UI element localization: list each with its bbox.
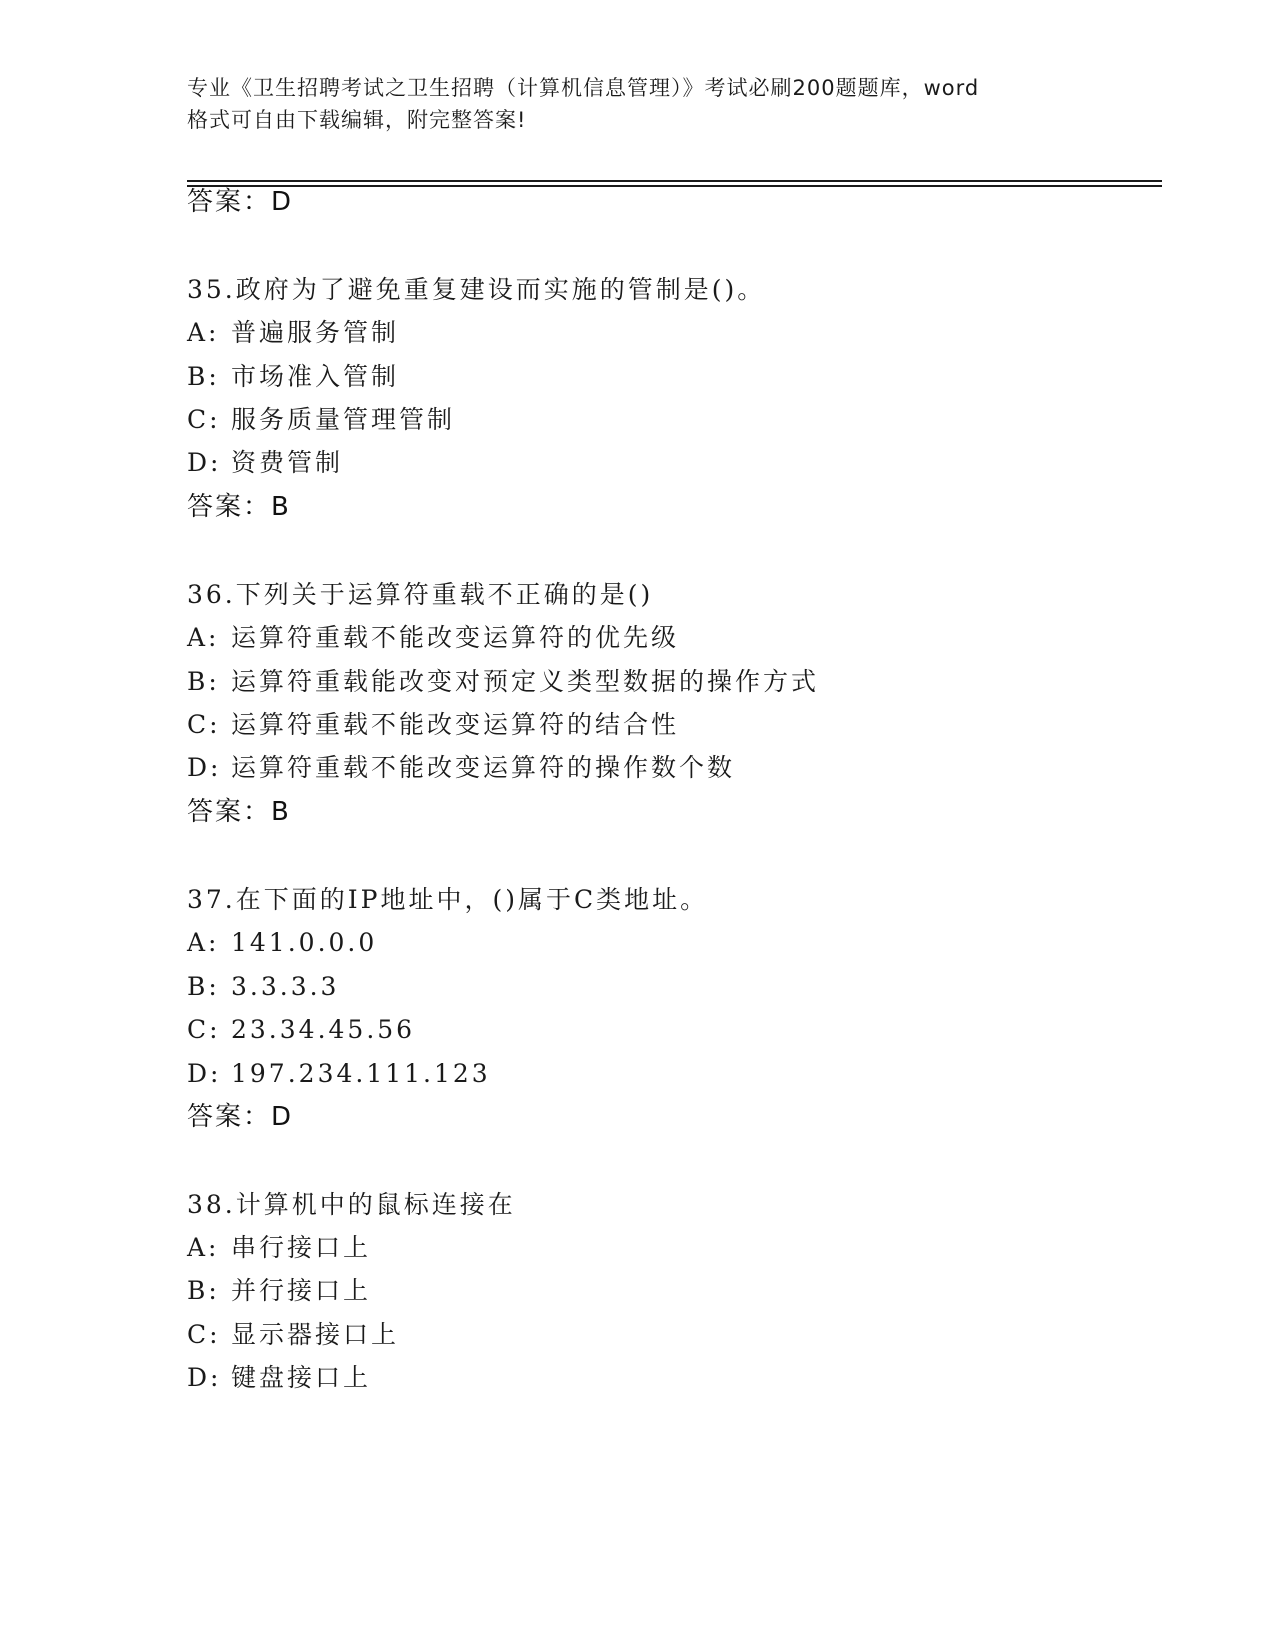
option-text: 并行接口上 xyxy=(231,1276,372,1305)
question-35-option-c xyxy=(187,404,455,436)
question-38-option-b xyxy=(187,1275,371,1307)
question-36-option-c xyxy=(187,709,679,741)
question-38-option-c xyxy=(187,1319,399,1351)
question-38-stem: 38.计算机中的鼠标连接在 xyxy=(187,1190,516,1219)
option-letter: D: xyxy=(187,753,222,782)
question-37-option-c xyxy=(187,1014,415,1046)
option-text: 运算符重载能改变对预定义类型数据的操作方式 xyxy=(231,667,820,696)
option-text: 运算符重载不能改变运算符的优先级 xyxy=(231,623,680,652)
option-letter: C: xyxy=(187,405,221,434)
option-letter: A: xyxy=(187,1233,220,1262)
question-35-answer: 答案：B xyxy=(187,492,291,522)
option-letter: A: xyxy=(187,928,220,957)
document-header xyxy=(187,72,1087,136)
question-37-option-d xyxy=(187,1058,491,1090)
option-text: 23.34.45.56 xyxy=(231,1015,416,1044)
question-35-option-d xyxy=(187,447,343,479)
option-letter: B: xyxy=(187,972,220,1001)
option-letter: D: xyxy=(187,1059,222,1088)
option-letter: D: xyxy=(187,1363,222,1392)
question-35-option-b xyxy=(187,361,399,393)
option-letter: A: xyxy=(187,318,220,347)
option-text: 141.0.0.0 xyxy=(231,928,378,957)
question-37-stem: 37.在下面的IP地址中，()属于C类地址。 xyxy=(187,885,709,914)
option-text: 3.3.3.3 xyxy=(231,972,340,1001)
option-text: 市场准入管制 xyxy=(231,362,400,391)
question-37-option-a xyxy=(187,927,377,959)
option-text: 运算符重载不能改变运算符的结合性 xyxy=(231,710,680,739)
option-letter: D: xyxy=(187,448,222,477)
previous-answer: 答案：D xyxy=(187,187,294,217)
header-line-2: 格式可自由下载编辑，附完整答案! xyxy=(187,108,527,132)
option-text: 显示器接口上 xyxy=(231,1320,400,1349)
question-36-option-a xyxy=(187,622,679,654)
question-36-option-b xyxy=(187,666,819,698)
question-38-option-a xyxy=(187,1232,371,1264)
question-36-stem: 36.下列关于运算符重载不正确的是() xyxy=(187,580,654,609)
question-37-answer: 答案：D xyxy=(187,1102,294,1132)
option-text: 运算符重载不能改变运算符的操作数个数 xyxy=(231,753,736,782)
option-text: 串行接口上 xyxy=(231,1233,372,1262)
option-letter: A: xyxy=(187,623,220,652)
option-letter: C: xyxy=(187,1015,221,1044)
question-35-stem: 35.政府为了避免重复建设而实施的管制是()。 xyxy=(187,275,766,304)
option-text: 资费管制 xyxy=(231,448,344,477)
header-divider-top xyxy=(187,180,1162,182)
option-letter: B: xyxy=(187,362,220,391)
question-38-option-d xyxy=(187,1362,371,1394)
question-35-option-a xyxy=(187,317,399,349)
option-letter: B: xyxy=(187,667,220,696)
option-letter: C: xyxy=(187,1320,221,1349)
question-36-option-d xyxy=(187,752,735,784)
option-text: 普遍服务管制 xyxy=(231,318,400,347)
option-letter: B: xyxy=(187,1276,220,1305)
header-divider-bottom xyxy=(187,185,1162,187)
option-text: 键盘接口上 xyxy=(231,1363,372,1392)
option-text: 服务质量管理管制 xyxy=(231,405,456,434)
header-line-1: 专业《卫生招聘考试之卫生招聘（计算机信息管理）》考试必刷200题题库，word xyxy=(187,76,980,100)
option-text: 197.234.111.123 xyxy=(231,1059,491,1088)
question-36-answer: 答案：B xyxy=(187,797,291,827)
question-37-option-b xyxy=(187,971,339,1003)
option-letter: C: xyxy=(187,710,221,739)
